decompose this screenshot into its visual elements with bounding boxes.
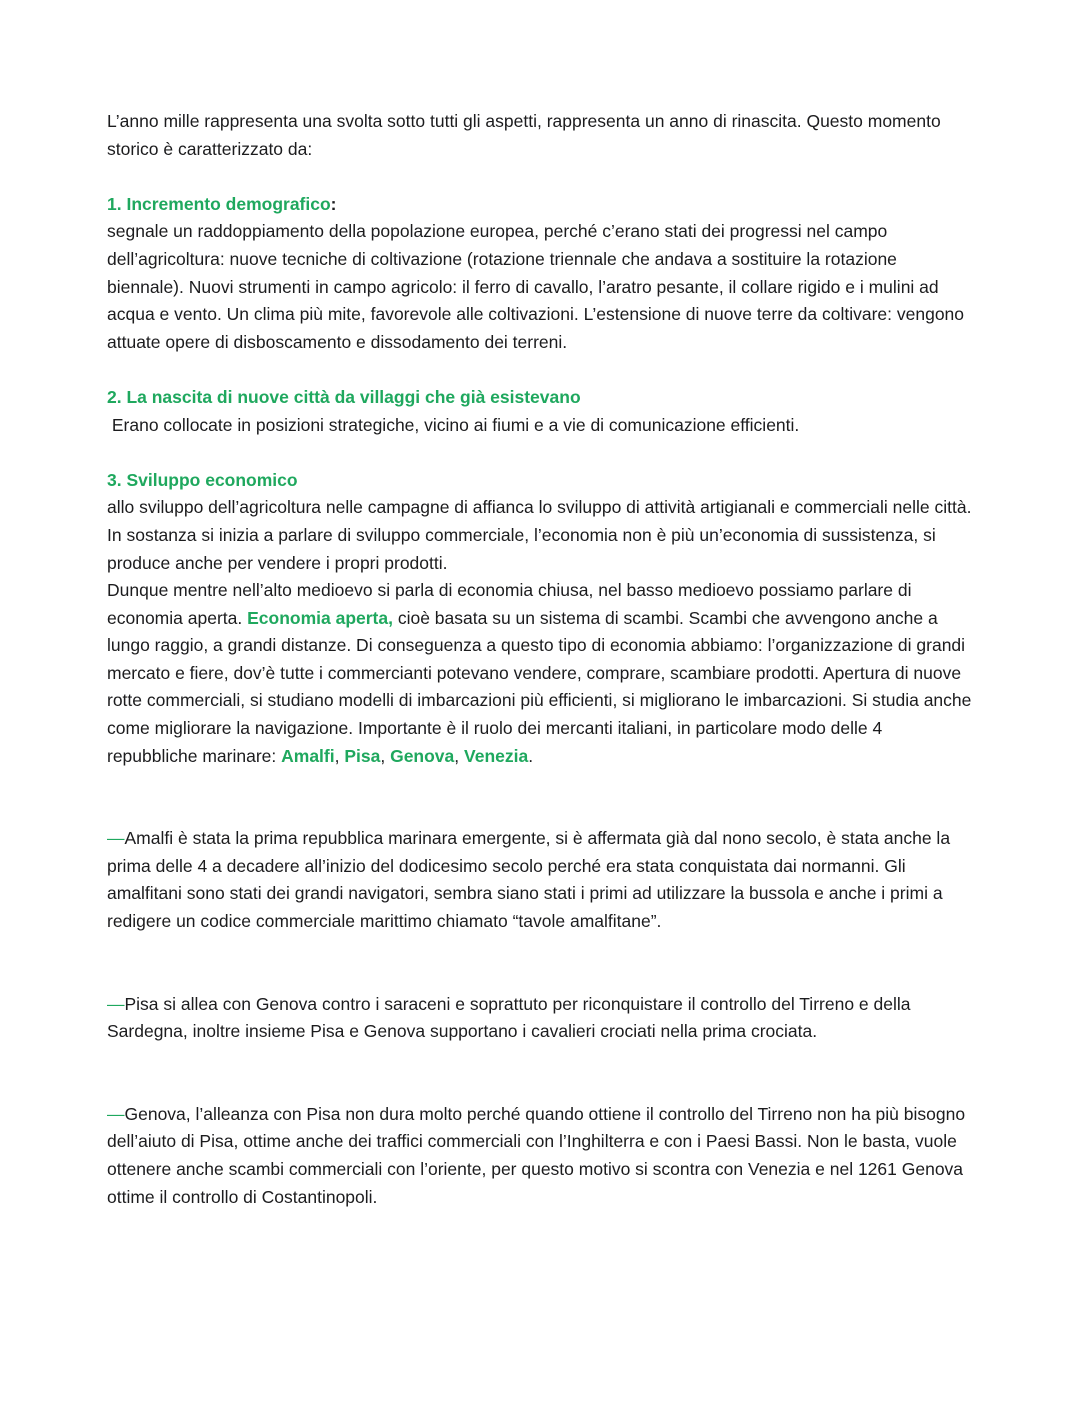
paragraph — [107, 991, 974, 1046]
highlight-text: 1. Incremento demografico — [107, 193, 331, 214]
text-run: L’anno mille rappresenta una svolta sotto tutti gli aspetti, rappresenta un anno di rinascita. Questo momento storico è caratterizzato da: — [107, 111, 946, 159]
text-run: segnale un raddoppiamento della popolazione europea, perché c’erano stati dei progressi nel campo dell’agricoltura: nuove tecniche di coltivazione (rotazione triennale che andava a sostituire la rotazione biennale). Nuovi strumenti in campo agricolo: il ferro di cavallo, l’aratro pesante, il collare rigido e i mulini ad acqua e vento. Un clima più mite, favorevole alle coltivazioni. L’estensione di nuove terre da coltivare: vengono attuate opere di disboscamento e dissodamento dei terreni. — [107, 221, 969, 352]
highlight-text: Venezia — [464, 745, 529, 766]
paragraph — [107, 108, 974, 163]
highlight-text: Amalfi — [281, 745, 335, 766]
highlight-text: Economia aperta, — [247, 607, 393, 628]
text-run: , — [380, 745, 391, 766]
section-heading — [107, 191, 974, 219]
highlight-text: — — [107, 1103, 125, 1124]
text-run: cioè basata su un sistema di scambi. Scambi che avvengono anche a lungo raggio, a grandi distanze. Di conseguenza a questo tipo di economia abbiamo: l’organizzazione di grandi mercato e fiere, dov’è tutte i commercianti potevano vendere, comprare, scambiare prodotti. Apertura di nuove rotte commerciali, si studiano modelli di imbarcazioni più efficienti, si migliorano le imbarcazioni. Si studia anche come migliorare la navigazione. Importante è il ruolo dei mercanti italiani, in particolare modo delle 4 repubbliche marinare: — [107, 607, 977, 766]
highlight-text: 2. La nascita di nuove città da villaggi che già esistevano — [107, 386, 581, 407]
highlight-text: — — [107, 993, 125, 1014]
section-heading — [107, 467, 974, 495]
highlight-text: Genova — [390, 745, 455, 766]
highlight-text: Pisa — [344, 745, 381, 766]
highlight-text: 3. Sviluppo economico — [107, 469, 298, 490]
text-run: , — [454, 745, 465, 766]
text-run: Dunque mentre nell’alto medioevo si parla di economia chiusa, nel basso medioevo possiamo parlare di economia aperta. — [107, 580, 917, 628]
paragraph — [107, 577, 977, 770]
text-run: Genova, l’alleanza con Pisa non dura molto perché quando ottiene il controllo del Tirreno non ha più bisogno dell’aiuto di Pisa, ottime anche dei traffici commerciali con l’Inghilterra e con i Paesi Bassi. Non le basta, vuole ottenere anche scambi commerciali con l’oriente, per questo motivo si scontra con Venezia e nel 1261 Genova ottime il controllo di Costantinopoli. — [107, 1103, 970, 1207]
text-run: : — [330, 193, 337, 214]
paragraph — [107, 412, 974, 440]
text-run: . — [528, 745, 534, 766]
text-run: allo sviluppo dell’agricoltura nelle campagne di affianca lo sviluppo di attività artigianali e commerciali nelle città. In sostanza si inizia a parlare di sviluppo commerciale, l’economia non è più un’economia di sussistenza, si produce anche per vendere i propri prodotti. — [107, 497, 977, 573]
highlight-text: — — [107, 828, 125, 849]
paragraph — [107, 494, 977, 577]
text-run: Erano collocate in posizioni strategiche, vicino ai fiumi e a vie di comunicazione efficienti. — [107, 414, 800, 435]
paragraph — [107, 218, 974, 356]
text-run: , — [334, 745, 345, 766]
paragraph — [107, 825, 974, 935]
text-run: Amalfi è stata la prima repubblica marinara emergente, si è affermata già dal nono secolo, è stata anche la prima delle 4 a decadere all’inizio del dodicesimo secolo perché era stata conquistata dai normanni. Gli amalfitani sono stati dei grandi navigatori, sembra siano stati i primi ad utilizzare la bussola e anche i primi a redigere un codice commerciale marittimo chiamato “tavole amalfitane”. — [107, 828, 955, 932]
text-run: Pisa si allea con Genova contro i saraceni e soprattuto per riconquistare il controllo del Tirreno e della Sardegna, inoltre insieme Pisa e Genova supportano i cavalieri crociati nella prima crociata. — [107, 993, 916, 1042]
document-content — [107, 108, 977, 1211]
section-heading — [107, 384, 974, 412]
paragraph — [107, 1101, 974, 1211]
